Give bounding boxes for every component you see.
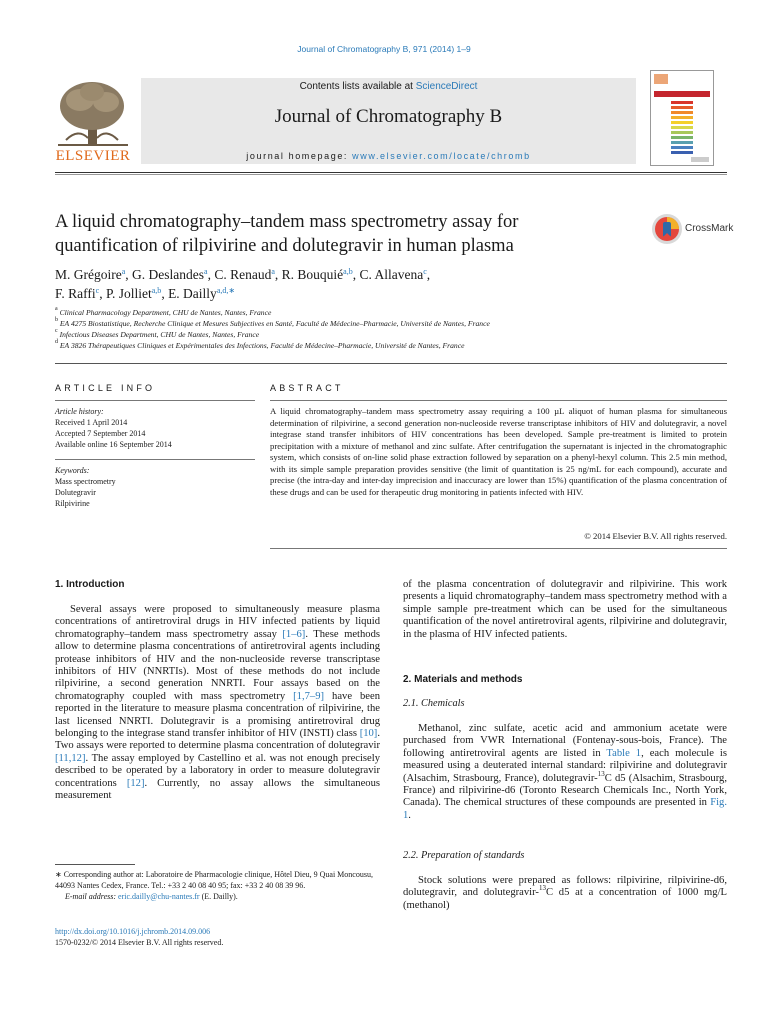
issn-line: 1570-0232/© 2014 Elsevier B.V. All rights reserved. bbox=[55, 938, 224, 947]
doi-block bbox=[55, 926, 380, 948]
author-list bbox=[55, 265, 615, 303]
materials-methods-heading: 2. Materials and methods bbox=[403, 674, 523, 685]
homepage-prefix: journal homepage: bbox=[246, 151, 353, 161]
affiliations bbox=[55, 307, 675, 351]
article-title bbox=[55, 210, 635, 258]
keyword: Rilpivirine bbox=[55, 499, 90, 508]
author: P. Jolliet$^{a,b}$, bbox=[105, 286, 169, 301]
introduction-heading: 1. Introduction bbox=[55, 579, 125, 590]
elsevier-wordmark: ELSEVIER bbox=[55, 148, 131, 164]
figure-link[interactable]: Fig. 1 bbox=[403, 797, 727, 821]
author: C. Renaud$^a$, bbox=[214, 267, 282, 282]
history-received: Received 1 April 2014 bbox=[55, 418, 128, 427]
journal-title: Journal of Chromatography B bbox=[274, 106, 503, 127]
history-label: Article history: bbox=[55, 407, 104, 416]
crossmark-label: CrossMark bbox=[685, 223, 734, 234]
journal-citation[interactable]: Journal of Chromatography B, 971 (2014) 1–9 bbox=[297, 44, 471, 54]
author: R. Bouquié$^{a,b}$, bbox=[281, 267, 360, 282]
history-online: Available online 16 September 2014 bbox=[55, 440, 172, 449]
homepage-link[interactable]: www.elsevier.com/locate/chromb bbox=[352, 151, 531, 161]
article-info-divider bbox=[55, 459, 255, 460]
article-info-rule bbox=[55, 400, 255, 401]
reference-link[interactable]: [12] bbox=[126, 777, 145, 789]
doi-link[interactable]: http://dx.doi.org/10.1016/j.jchromb.2014.09.006 bbox=[55, 927, 211, 936]
abstract-end-rule bbox=[270, 548, 727, 549]
title-line-2: quantification of rilpivirine and dolutegravir in human plasma bbox=[55, 236, 514, 256]
introduction-continued: of the plasma concentration of dolutegravir and rilpivirine. This work presents a liquid chromatography–tandem mass spectrometry method with a simple sample pre-treatment which can be used for the simultaneous quantification of the novel antiretroviral agents, rilpivirine and dolutegravir, in the plasma of HIV infected patients. bbox=[403, 579, 727, 640]
corresponding-author-footnote: ∗ Corresponding author at: Laboratoire de Pharmacologie clinique, Hôtel Dieu, 9 Quai Moncousu, 44093 Nantes Cedex, France. Tel.: +33 2 40 08 40 95; fax: +33 2 40 08 39 96. E-mail address: eric.dailly@chu-nantes.fr (E. Dailly). bbox=[55, 870, 373, 901]
abstract-heading: ABSTRACT bbox=[270, 383, 344, 393]
abstract-text: A liquid chromatography–tandem mass spectrometry assay requiring a 100 µL aliquot of human plasma for simultaneous determination of rilpivirine, a second generation non-nucleoside reverse transcriptase inhibitors of HIV and dolutegravir, a novel integrase stand transfer inhibitors of HIV concentrations has been developed. Sample pre-treatment is limited to protein precipitation with a mixture of methanol and zinc sulfate. After centrifugation the supernatant is injected in the chromatographic system, which consists of on-line solid phase extraction followed by separation on a phenyl-hexyl column. This 2.5 min method, with its simple sample preparation provides sensitive (the limit of quantitation is 25 ng/mL for each compound), accurate and precise (the intra-day and inter-day imprecision and inaccuracy are lower than 15%) quantification of the plasma concentration of these drugs and can be used for therapeutic drug monitoring in patients infected with HIV. bbox=[270, 406, 727, 497]
journal-cover-thumbnail bbox=[650, 70, 714, 166]
article-history bbox=[55, 406, 255, 450]
contents-prefix: Contents lists available at bbox=[299, 81, 416, 92]
header-rule-thin bbox=[55, 174, 727, 175]
affiliation: $^d$ EA 3826 Thérapeutiques Cliniques et Expérimentales des Infections, Faculté de Médecine–Pharmacie, Université de Nantes, France bbox=[55, 339, 465, 350]
section-rule bbox=[55, 363, 727, 364]
contents-line bbox=[141, 81, 636, 92]
chemicals-subheading: 2.1. Chemicals bbox=[403, 698, 465, 709]
sciencedirect-link[interactable]: ScienceDirect bbox=[415, 81, 478, 92]
reference-link[interactable]: [1,7–9] bbox=[293, 690, 325, 702]
reference-link[interactable]: [10] bbox=[359, 728, 378, 740]
crossmark-badge[interactable] bbox=[651, 213, 734, 245]
standards-subheading: 2.2. Preparation of standards bbox=[403, 850, 525, 861]
affiliation: $^b$ EA 4275 Biostatistique, Recherche Clinique et Mesures Subjectives en Santé, Faculté de Médecine–Pharmacie, Université de Nantes, France bbox=[55, 317, 490, 328]
journal-homepage bbox=[141, 151, 636, 161]
standards-paragraph: Stock solutions were prepared as follows: rilpivirine, rilpivirine-d6, dolutegravir, and dolutegravir-$^{13}$C d5 at a concentration of 1000 mg/L (methanol) bbox=[403, 875, 727, 911]
history-accepted: Accepted 7 September 2014 bbox=[55, 429, 146, 438]
author: G. Deslandes$^a$, bbox=[132, 267, 215, 282]
crossmark-icon bbox=[651, 213, 683, 245]
keywords-label: Keywords: bbox=[55, 466, 90, 475]
affiliation: $^c$ Infectious Diseases Department, CHU de Nantes, Nantes, France bbox=[55, 328, 260, 339]
table-link[interactable]: Table 1 bbox=[606, 747, 642, 759]
keywords bbox=[55, 465, 255, 509]
author: F. Raffi$^c$, bbox=[55, 286, 106, 301]
email-link[interactable]: eric.dailly@chu-nantes.fr bbox=[118, 892, 200, 901]
keyword: Mass spectrometry bbox=[55, 477, 116, 486]
abstract-rule bbox=[270, 400, 727, 401]
abstract-copyright: © 2014 Elsevier B.V. All rights reserved. bbox=[584, 531, 727, 541]
footnote-rule bbox=[55, 864, 135, 865]
reference-link[interactable]: [11,12] bbox=[55, 752, 86, 764]
chemicals-paragraph: Methanol, zinc sulfate, acetic acid and ammonium acetate were purchased from VWR International (Fontenay-sous-bois, France). The following antiretroviral agents are listed in Table 1, each molecule is measured using a deuterated internal standard: rilpivirine and dolutegravir (Alsachim, Strasbourg, France), dolutegravir-$^{13}$C d5 (Alsachim, Strasbourg, France) and rilpivirine-d6 (Toronto Research Chemicals Inc., North York, Canada). The chemical structures of these compounds are presented in Fig. 1. bbox=[403, 723, 728, 821]
introduction-paragraph: Several assays were proposed to simultaneously measure plasma concentrations of antiretroviral drugs in HIV infected patients by liquid chromatography–tandem mass spectrometry assay [1–6]. These methods allow to determine plasma concentrations of antiretroviral agents including protease inhibitors of HIV and the non-nucleoside reverse transcriptase inhibitors of HIV (NNRTIs). Most of these methods do not include rilpivirine, a second generation NNRTI. Four assays based on the chromatography coupled with mass spectrometry [1,7–9] have been reported in the literature to measure plasma concentration of rilpivirine, the last licensed NNRTI. Dolutegravir is a promising antiretroviral drug belonging to the integrase stand transfer inhibitor of HIV (INSTI) class [10]. Two assays were reported to determine plasma concentration of dolutegravir [11,12]. The assay employed by Castellino et al. was not enough precisely described to be operated by a laboratory in order to measure dolutegravir concentrations [12]. Currently, no assay allows the simultaneous measurement bbox=[55, 604, 381, 802]
article-info-heading: ARTICLE INFO bbox=[55, 383, 156, 393]
title-line-1: A liquid chromatography–tandem mass spectrometry assay for bbox=[55, 212, 519, 232]
elsevier-logo bbox=[52, 78, 134, 166]
reference-link[interactable]: [1–6] bbox=[282, 628, 306, 640]
affiliation: $^a$ Clinical Pharmacology Department, CHU de Nantes, Nantes, France bbox=[55, 306, 272, 317]
author: C. Allavena$^c$, bbox=[359, 267, 431, 282]
author: M. Grégoire$^a$, bbox=[55, 267, 133, 282]
keyword: Dolutegravir bbox=[55, 488, 96, 497]
author: E. Dailly$^{a,d,∗}$ bbox=[168, 286, 236, 301]
header-rule bbox=[55, 172, 727, 173]
